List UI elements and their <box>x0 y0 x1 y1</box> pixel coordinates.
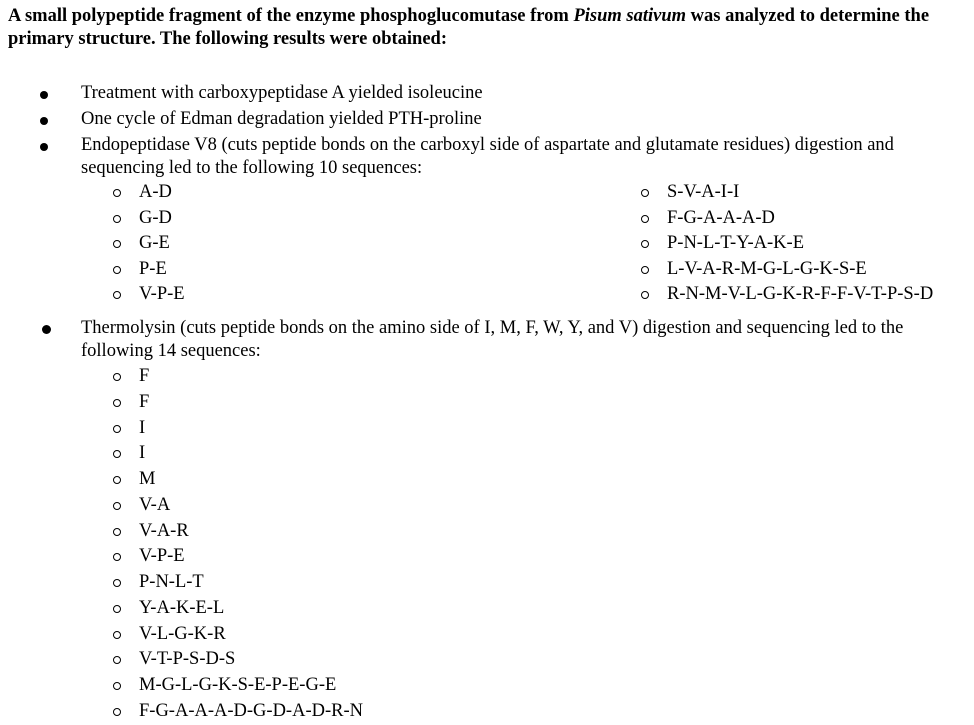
circle-bullet-icon <box>113 553 121 561</box>
circle-bullet-icon <box>113 291 121 299</box>
sequence-text: Y-A-K-E-L <box>139 597 225 618</box>
bullet-text: Endopeptidase V8 (cuts peptide bonds on the carboxyl side of aspartate and glutamate residues) digestion and sequencing led to the following 10 sequences: <box>81 135 894 178</box>
problem-intro <box>8 5 968 51</box>
bullet-text: One cycle of Edman degradation yielded PTH-proline <box>81 109 482 129</box>
sequence-text: V-P-E <box>139 546 185 567</box>
sequence-text: L-V-A-R-M-G-L-G-K-S-E <box>667 258 867 279</box>
sequence-text: G-D <box>139 207 172 228</box>
circle-bullet-icon <box>113 425 121 433</box>
intro-part2: was analyzed to determine the primary structure. The following results were obtained: <box>8 6 930 49</box>
sequence-text: I <box>139 443 146 464</box>
sequence-text: A-D <box>139 182 172 202</box>
circle-bullet-icon <box>113 605 121 613</box>
sequence-text: V-A-R <box>139 520 189 541</box>
circle-bullet-icon <box>113 373 121 381</box>
bullet-text: Treatment with carboxypeptidase A yielded isoleucine <box>81 83 483 103</box>
bullet-dot-icon <box>40 143 48 151</box>
sequence-text: V-T-P-S-D-S <box>139 649 236 670</box>
sequence-text: F <box>139 391 150 412</box>
circle-bullet-icon <box>113 215 121 223</box>
sequence-text: P-N-L-T <box>139 572 204 592</box>
circle-bullet-icon <box>641 215 649 223</box>
bullet-dot-icon <box>40 91 48 99</box>
circle-bullet-icon <box>641 266 649 274</box>
circle-bullet-icon <box>113 656 121 664</box>
bullet-dot-icon <box>42 325 51 334</box>
sequence-text: R-N-M-V-L-G-K-R-F-F-V-T-P-S-D <box>667 284 934 305</box>
circle-bullet-icon <box>113 240 121 248</box>
sequence-text: V-P-E <box>139 284 185 305</box>
species-name: Pisum sativum <box>573 6 687 26</box>
sequence-text: M-G-L-G-K-S-E-P-E-G-E <box>139 675 337 695</box>
circle-bullet-icon <box>113 631 121 639</box>
sequence-text: P-N-L-T-Y-A-K-E <box>667 233 805 254</box>
sequence-text: P-E <box>139 258 167 279</box>
circle-bullet-icon <box>113 476 121 484</box>
circle-bullet-icon <box>113 708 121 716</box>
circle-bullet-icon <box>641 189 649 197</box>
sequence-text: F-G-A-A-A-D <box>667 207 775 228</box>
circle-bullet-icon <box>113 682 121 690</box>
bullet-dot-icon <box>40 117 48 125</box>
sequence-text: V-A <box>139 494 171 515</box>
sequence-text: M <box>139 469 156 489</box>
circle-bullet-icon <box>113 266 121 274</box>
circle-bullet-icon <box>641 240 649 248</box>
sequence-text: G-E <box>139 233 170 254</box>
sequence-text: V-L-G-K-R <box>139 623 226 644</box>
bullet-text: Thermolysin (cuts peptide bonds on the amino side of I, M, F, W, Y, and V) digestion and sequencing led to the following 14 sequences: <box>81 318 904 361</box>
sequence-text: I <box>139 417 146 438</box>
intro-part1: A small polypeptide fragment of the enzyme phosphoglucomutase from <box>8 6 574 26</box>
circle-bullet-icon <box>113 189 121 197</box>
sequence-text: F <box>139 366 150 386</box>
circle-bullet-icon <box>113 399 121 407</box>
circle-bullet-icon <box>641 291 649 299</box>
circle-bullet-icon <box>113 528 121 536</box>
sequence-text: S-V-A-I-I <box>667 182 740 202</box>
sequence-text: F-G-A-A-A-D-G-D-A-D-R-N <box>139 700 363 721</box>
circle-bullet-icon <box>113 579 121 587</box>
circle-bullet-icon <box>113 450 121 458</box>
circle-bullet-icon <box>113 502 121 510</box>
